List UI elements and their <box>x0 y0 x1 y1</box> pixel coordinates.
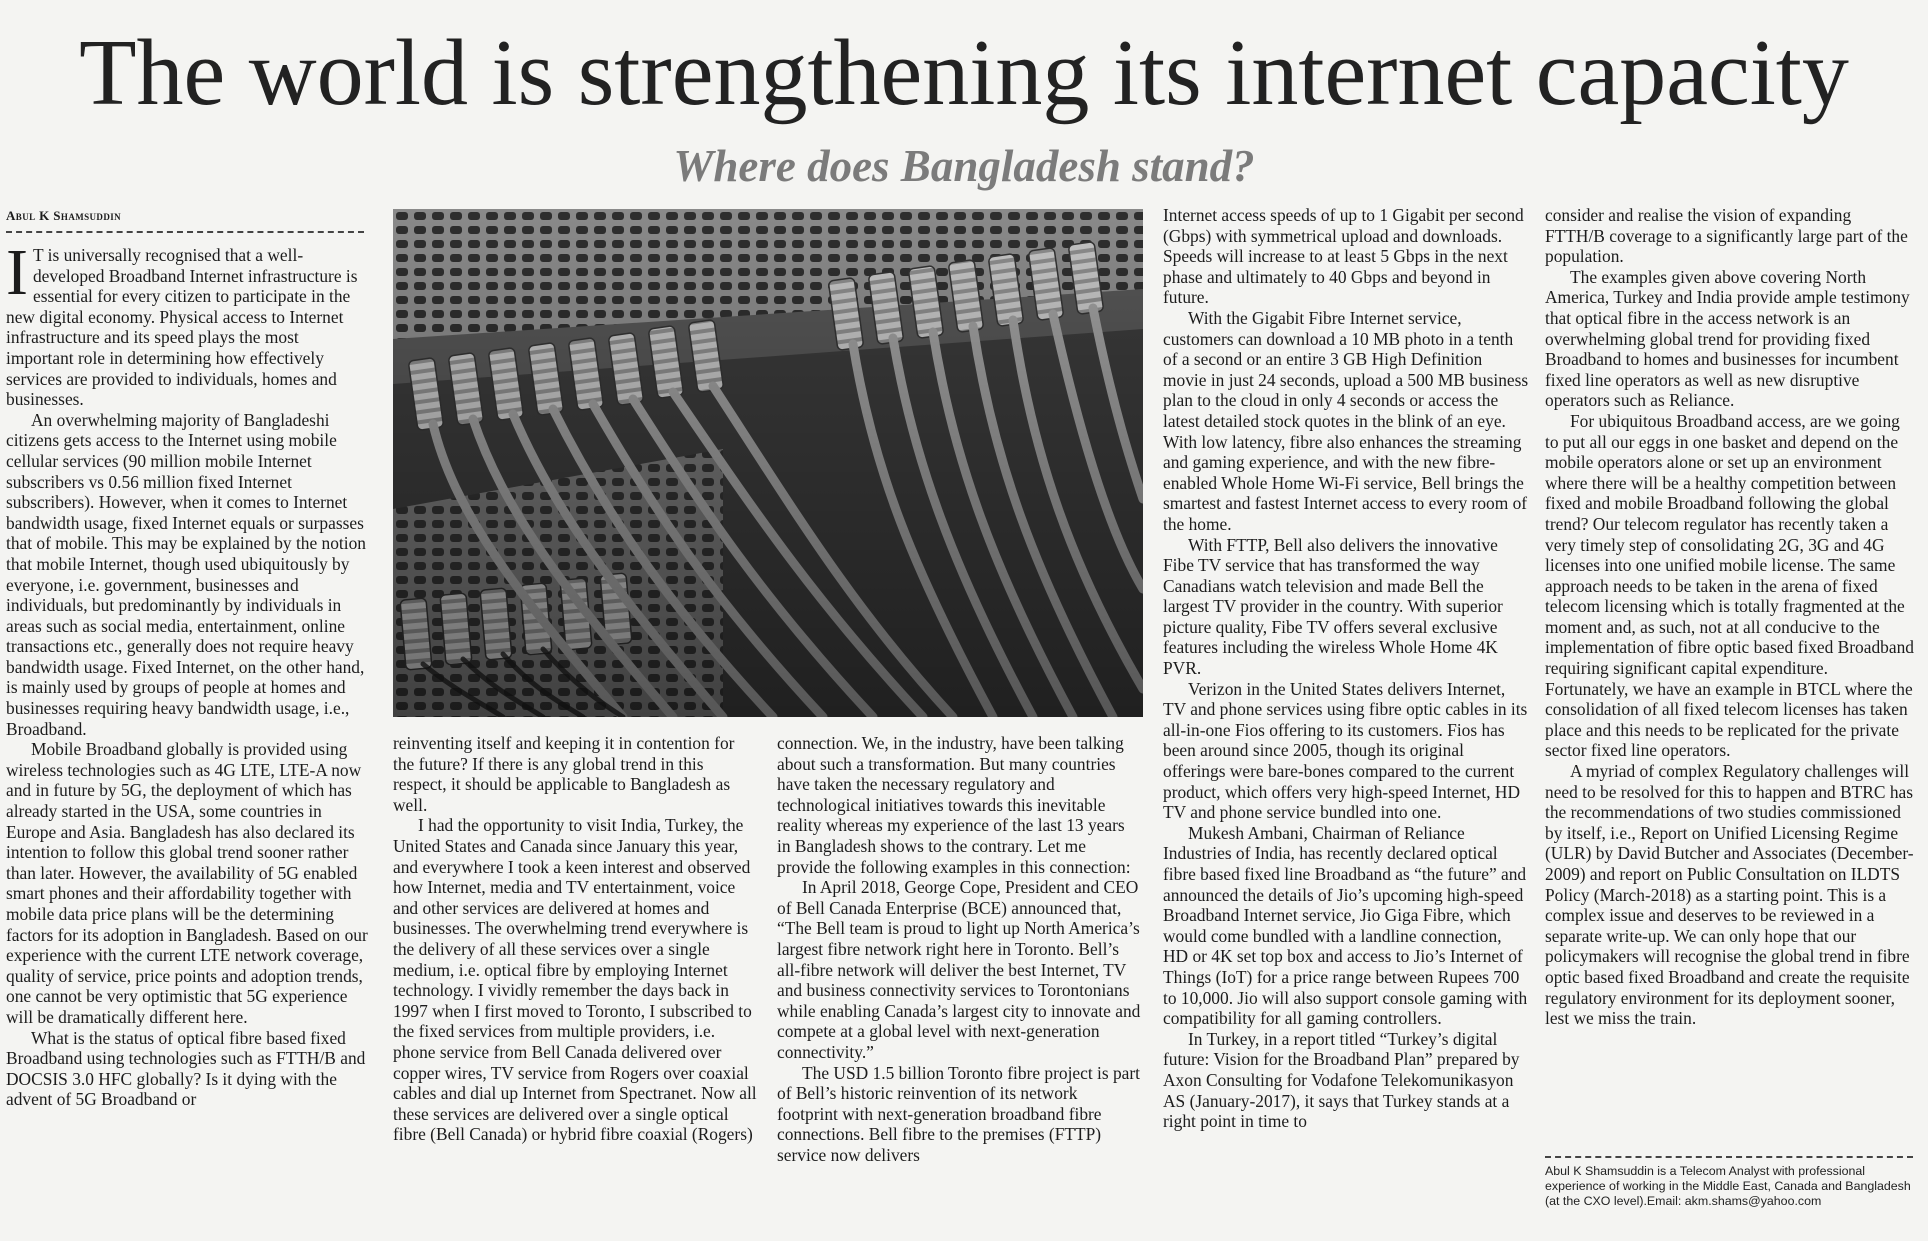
bio-divider <box>1545 1156 1913 1158</box>
paragraph: Verizon in the United States delivers Internet, TV and phone services using fibre optic cables in its all-in-one Fios offering to its customers. Fios has been around since 2005, though its original offerings were bare-bones compared to the current product, which offers very high-speed Internet, HD TV and phone service bundled into one. <box>1163 678 1528 823</box>
paragraph: For ubiquitous Broadband access, are we going to put all our eggs in one basket and depend on the mobile operators alone or set up an environment where there will be a healthy competition between fixed and mobile Broadband following the global trend? Our telecom regulator has recently taken a very timely step of consolidating 2G, 3G and 4G licenses into one unified mobile license. The same approach needs to be taken in the arena of fixed telecom licensing which is totally fragmented at the moment and, as such, not at all conducive to the implementation of fibre optic based fixed Broadband requiring significant capital expenditure. Fortunately, we have an example in BTCL where the consolidation of all fixed telecom licenses has taken place and this needs to be replicated for the private sector fixed line operators. <box>1545 410 1914 761</box>
paragraph: With the Gigabit Fibre Internet service, customers can download a 10 MB photo in a tenth of a second or an entire 3 GB High Definition movie in just 24 seconds, upload a 500 MB business plan to the cloud in only 4 seconds or access the latest detailed stock quotes in the blink of an eye. With low latency, fibre also enhances the streaming and gaming experience, and with the new fibre-enabled Whole Home Wi-Fi service, Bell brings the smartest and fastest Internet access to every room of the home. <box>1163 307 1529 534</box>
paragraph: I had the opportunity to visit India, Turkey, the United States and Canada since January this year, and everywhere I took a keen interest and observed how Internet, media and TV entertainment, voice and other services are delivered at homes and businesses. The overwhelming trend everywhere is the delivery of all these services over a single medium, i.e. optical fibre by employing Internet technology. I vividly remember the days back in 1997 when I first moved to Toronto, I subscribed to the fixed services from multiple providers, i.e. phone service from Bell Canada delivered over copper wires, TV service from Rogers over coaxial cables and dial up Internet from Spectranet. Now all these services are delivered over a single optical fibre (Bell Canada) or hybrid fibre coaxial (Rogers) <box>393 815 757 1145</box>
paragraph: With FTTP, Bell also delivers the innovative Fibe TV service that has transformed the way Canadians watch television and made Bell the largest TV provider in the country. With superior picture quality, Fibe TV offers several exclusive features including the wireless Whole Home 4K PVR. <box>1163 534 1503 679</box>
paragraph <box>6 245 368 410</box>
article-column-3 <box>777 733 1142 1241</box>
author-bio: Abul K Shamsuddin is a Telecom Analyst with professional experience of working in the Middle East, Canada and Bangladesh (at the CXO level).Email: akm.shams@yahoo.com <box>1545 1164 1911 1208</box>
paragraph: In April 2018, George Cope, President and CEO of Bell Canada Enterprise (BCE) announced that, “The Bell team is proud to light up North America’s largest fibre network right here in Toronto. Bell’s all-fibre network will deliver the best Internet, TV and business connectivity services to Torontonians while enabling Canada’s largest city to innovate and compete at a global level with next-generation connectivity.” <box>777 877 1141 1062</box>
article-column-1 <box>6 245 368 1241</box>
article-column-5 <box>1545 205 1915 1155</box>
paragraph: Internet access speeds of up to 1 Gigabit per second (Gbps) with symmetrical upload and downloads. Speeds will increase to at least 5 Gbps in the next phase and ultimately to 40 Gbps and beyond in future. <box>1163 205 1524 308</box>
article-column-4 <box>1163 205 1529 1241</box>
paragraph: Mukesh Ambani, Chairman of Reliance Industries of India, has recently declared optical fibre based fixed line Broadband as “the future” and announced the details of Jio’s upcoming high-speed Broadband Internet service, Jio Giga Fibre, which would come bundled with a landline connection, HD or 4K set top box and access to Jio’s Internet of Things (IoT) for a price range between Rupees 700 to 10,000. Jio will also support console gaming with compatibility for all gaming controllers. <box>1163 822 1528 1029</box>
paragraph: In Turkey, in a report titled “Turkey’s digital future: Vision for the Broadband Plan” prepared by Axon Consulting for Vodafone Telekomunikasyon AS (January-2017), it says that Turkey stands at a right point in time to <box>1163 1028 1520 1132</box>
paragraph: Mobile Broadband globally is provided using wireless technologies such as 4G LTE, LTE-A now and in future by 5G, the deployment of which has already started in the USA, some countries in Europe and Asia. Bangladesh has also declared its intention to follow this global trend sooner rather than later. However, the availability of 5G enabled smart phones and their affordability together with mobile data price plans will be the determining factors for its adoption in Bangladesh. Based on our experience with the current LTE network coverage, quality of service, price points and adoption trends, one cannot be very optimistic that 5G experience will be dramatically different here. <box>6 739 368 1027</box>
fibre-cables-illustration <box>393 209 1143 717</box>
byline-divider <box>6 231 364 233</box>
paragraph-text: T is universally recognised that a well-developed Broadband Internet infrastructure is essential for every citizen to participate in the new digital economy. Physical access to Internet infrastructure and its speed plays the most important role in determining how effectively services are provided to individuals, homes and businesses. <box>6 245 358 410</box>
paragraph: reinventing itself and keeping it in contention for the future? If there is any global trend in this respect, it should be applicable to Bangladesh as well. <box>393 733 735 815</box>
paragraph: consider and realise the vision of expanding FTTH/B coverage to a significantly large part of the population. <box>1545 205 1908 267</box>
paragraph: connection. We, in the industry, have been talking about such a transformation. But many countries have taken the necessary regulatory and technological initiatives towards this inevitable reality whereas my experience of the last 13 years in Bangladesh shows to the contrary. Let me provide the following examples in this connection: <box>777 733 1131 877</box>
article-column-2 <box>393 733 758 1241</box>
drop-cap: I <box>6 245 28 309</box>
paragraph: An overwhelming majority of Bangladeshi citizens gets access to the Internet using mobile cellular services (90 million mobile Internet subscribers vs 0.56 million fixed Internet subscribers). However, when it comes to Internet bandwidth usage, fixed Internet equals or surpasses that of mobile. This may be explained by the notion that mobile Internet, though used ubiquitously by everyone, i.e. government, businesses and individuals, but predominantly by individuals in areas such as social media, entertainment, online transactions etc., generally does not require heavy bandwidth usage. Fixed Internet, on the other hand, is mainly used by groups of people at homes and businesses requiring heavy bandwidth usage, i.e., Broadband. <box>6 409 366 739</box>
byline: Abul K Shamsuddin <box>6 208 122 223</box>
paragraph: The examples given above covering North America, Turkey and India provide ample testimony that optical fibre in the access network is an overwhelming global trend for providing fixed Broadband to homes and businesses for incumbent fixed line operators as well as new disruptive operators such as Reliance. <box>1545 266 1910 411</box>
headline: The world is strengthening its internet capacity <box>79 21 1849 125</box>
paragraph: A myriad of complex Regulatory challenges will need to be resolved for this to happen and BTRC has the recommendations of two studies commissioned by itself, i.e., Report on Unified Licensing Regime (ULR) by David Butcher and Associates (December-2009) and report on Public Consultation on ILDTS Policy (March-2018) as a starting point. This is a complex issue and deserves to be reviewed in a separate write-up. We can only hope that our policymakers will recognise the global trend in fibre optic based fixed Broadband and create the requisite regulatory environment for its deployment sooner, lest we miss the train. <box>1545 761 1914 1029</box>
subheadline: Where does Bangladesh stand? <box>673 141 1255 191</box>
paragraph: The USD 1.5 billion Toronto fibre project is part of Bell’s historic reinvention of its network footprint with next-generation broadband fibre connections. Bell fibre to the premises (FTTP) service now delivers <box>777 1062 1141 1165</box>
paragraph: What is the status of optical fibre based fixed Broadband using technologies such as FTTH/B and DOCSIS 3.0 HFC globally? Is it dying with the advent of 5G Broadband or <box>6 1027 366 1110</box>
fibre-optic-cables-photo <box>393 209 1143 717</box>
